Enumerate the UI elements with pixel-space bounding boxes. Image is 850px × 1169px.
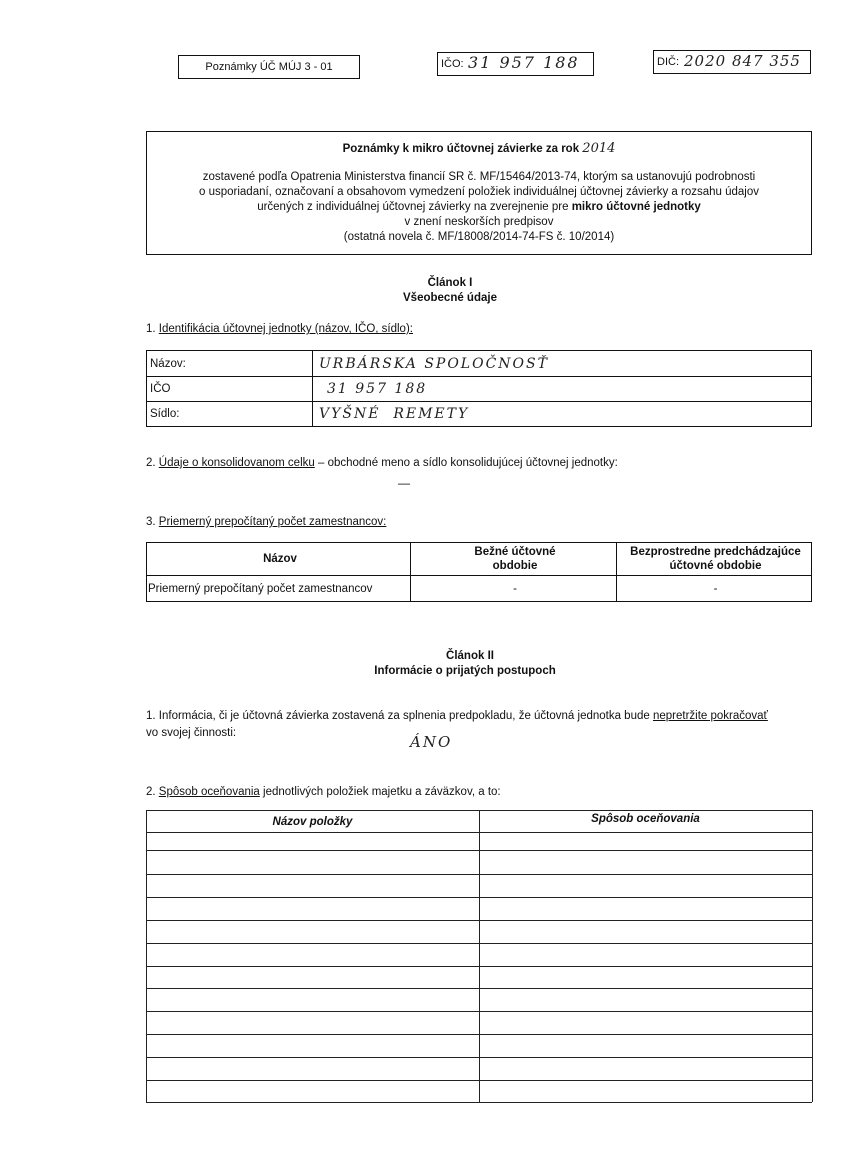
- table-row: [146, 943, 812, 944]
- table-row: [146, 1057, 812, 1058]
- table-middle-border: [479, 810, 480, 1102]
- title-year: 2014: [582, 141, 616, 156]
- item2-rest: – obchodné meno a sídlo konsolidujúcej účtovnej jednotky:: [317, 457, 618, 469]
- article1-subheading: Všeobecné údaje: [403, 292, 497, 304]
- name-label: Názov:: [147, 351, 313, 377]
- article1-item3: [146, 516, 386, 528]
- name-value: URBÁRSKA SPOLOČNOSŤ: [313, 351, 812, 377]
- article1-item2: [146, 457, 618, 469]
- item3-label: Priemerný prepočítaný počet zamestnancov:: [158, 516, 387, 528]
- title-line3-prefix: určených z individuálnej účtovnej závierky na zverejnenie pre: [257, 201, 569, 213]
- table-right-border: [812, 810, 813, 1102]
- table-row: [146, 874, 812, 875]
- seat-value: VYŠNÉ REMETY: [313, 402, 812, 427]
- article2-item1: [146, 710, 816, 722]
- seat-label: Sídlo:: [147, 402, 313, 427]
- col-item-name-header: Názov položky: [272, 816, 353, 828]
- table-bottom-border: [146, 1102, 812, 1103]
- ico-row-value: 31 957 188: [313, 377, 812, 402]
- identification-table: [146, 350, 812, 427]
- a2-item1-number: 1.: [146, 710, 156, 722]
- table-left-border: [146, 810, 147, 1102]
- table-row: [147, 402, 812, 427]
- table-row: [146, 832, 812, 833]
- dic-label: DIČ:: [657, 56, 679, 68]
- item1-label: Identifikácia účtovnej jednotky (názov, IČO, sídlo):: [158, 323, 413, 335]
- a2-item1-underlined: nepretržite pokračovať: [652, 710, 768, 722]
- item2-label: Údaje o konsolidovanom celku: [158, 457, 315, 469]
- table-row: [146, 850, 812, 851]
- dic-value: 2020 847 355: [684, 52, 801, 70]
- employees-row-label: Priemerný prepočítaný počet zamestnancov: [147, 576, 411, 602]
- employees-previous: -: [617, 576, 812, 602]
- col-current-header-l1: Bežné účtovné: [474, 546, 556, 558]
- table-row: [146, 897, 812, 898]
- col-previous-header: [617, 543, 812, 576]
- col-current-header-l2: obdobie: [492, 560, 538, 572]
- a2-item2-rest: jednotlivých položiek majetku a záväzkov, a to:: [263, 786, 501, 798]
- item3-number: 3.: [146, 516, 156, 528]
- title-line4: v znení neskorších predpisov: [404, 216, 554, 228]
- article1-item1: [146, 323, 413, 335]
- ico-box: [437, 52, 594, 76]
- a2-item1-text: Informácia, či je účtovná závierka zostavená za splnenia predpokladu, že účtovná jednotka bude: [158, 710, 650, 722]
- table-header-row: [147, 543, 812, 576]
- col-previous-header-l2: účtovné obdobie: [669, 560, 762, 572]
- article2-heading: Článok II: [446, 650, 494, 662]
- title-prefix: Poznámky k mikro účtovnej závierke za rok: [342, 143, 580, 155]
- article1-heading: Článok I: [427, 277, 473, 289]
- col-valuation-method-header: Spôsob oceňovania: [591, 813, 700, 825]
- col-name-header: Názov: [147, 543, 411, 576]
- employees-current: -: [411, 576, 617, 602]
- title-line3-bold: mikro účtovné jednotky: [571, 201, 701, 213]
- table-row: [146, 966, 812, 967]
- form-code-box: [178, 55, 360, 79]
- ico-label: IČO:: [441, 58, 464, 70]
- table-row: [146, 920, 812, 921]
- title-line2: o usporiadaní, označovaní a obsahovom vymedzení položiek individuálnej účtovnej závierky a rozsahu údajov: [198, 186, 759, 198]
- item1-number: 1.: [146, 323, 156, 335]
- item2-value: —: [398, 476, 410, 490]
- title-line3: [147, 201, 811, 213]
- table-row: [147, 377, 812, 402]
- employees-table: [146, 542, 812, 602]
- title-box: [146, 131, 812, 255]
- valuation-table: [146, 810, 814, 1105]
- form-code: Poznámky ÚČ MÚJ 3 - 01: [205, 61, 333, 73]
- a2-item2-number: 2.: [146, 786, 156, 798]
- table-row: [146, 1080, 812, 1081]
- col-current-header: [411, 543, 617, 576]
- article2-item2: [146, 786, 501, 798]
- table-row: [147, 576, 812, 602]
- table-row: [147, 351, 812, 377]
- table-row: [146, 1034, 812, 1035]
- ico-value: 31 957 188: [468, 53, 580, 72]
- a2-item1-answer: ÁNO: [410, 733, 453, 751]
- title: [147, 141, 811, 156]
- dic-box: [653, 50, 811, 74]
- title-line5: (ostatná novela č. MF/18008/2014-74-FS č. 10/2014): [343, 231, 615, 243]
- table-row: [146, 988, 812, 989]
- table-row: [146, 1011, 812, 1012]
- col-previous-header-l1: Bezprostredne predchádzajúce: [630, 546, 801, 558]
- title-line1: zostavené podľa Opatrenia Ministerstva financií SR č. MF/15464/2013-74, ktorým sa ustanovujú podrobnosti: [202, 171, 756, 183]
- item2-number: 2.: [146, 457, 156, 469]
- a2-item2-label: Spôsob oceňovania: [158, 786, 260, 798]
- ico-row-label: IČO: [147, 377, 313, 402]
- a2-item1-line2: vo svojej činnosti:: [146, 727, 237, 739]
- article2-subheading: Informácie o prijatých postupoch: [374, 665, 556, 677]
